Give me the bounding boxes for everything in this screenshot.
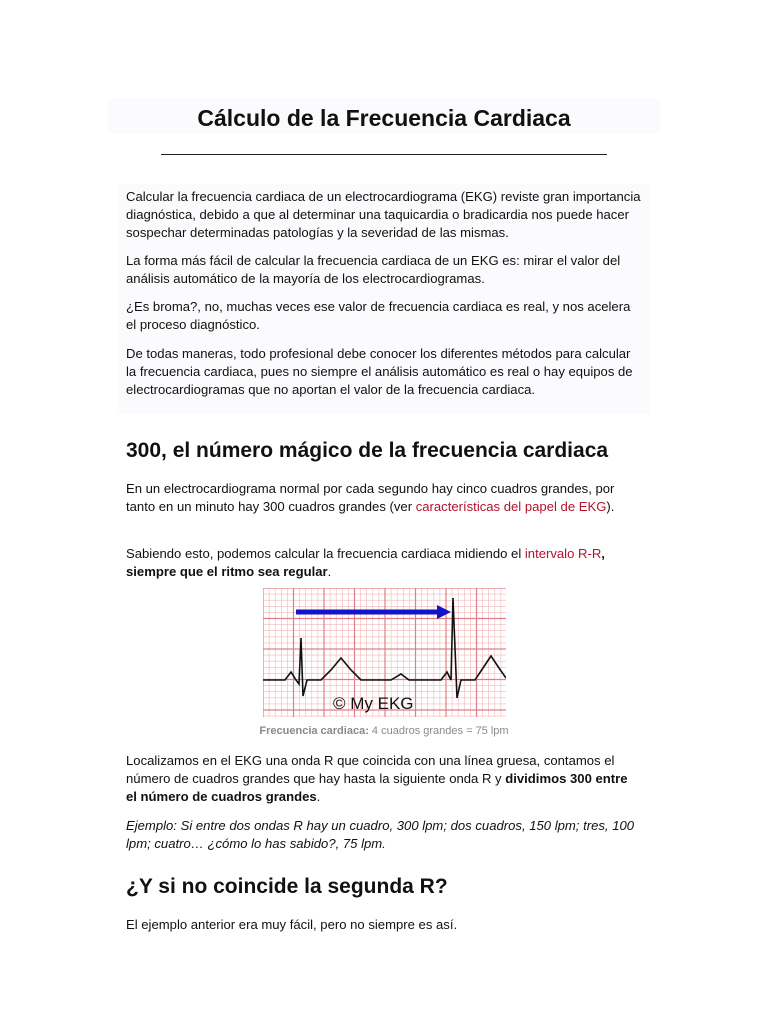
paragraph-cuadros	[126, 480, 642, 516]
paragraph-localizamos	[126, 752, 642, 806]
bold-text: dividimos 300 entre el número de cuadros grandes	[126, 771, 628, 804]
figure-caption	[0, 725, 768, 737]
paragraph-intervalo	[126, 545, 642, 581]
bold-text: , siempre que el ritmo sea regular	[126, 546, 605, 579]
caption-label: Frecuencia cardiaca:	[259, 725, 369, 737]
page-title: Cálculo de la Frecuencia Cardiaca	[197, 105, 571, 131]
link-caracteristicas-papel[interactable]: características del papel de EKG	[415, 499, 607, 514]
figure-watermark: © My EKG	[333, 694, 414, 713]
paragraph-ejemplo: Ejemplo: Si entre dos ondas R hay un cuadro, 300 lpm; dos cuadros, 150 lpm; tres, 100 lpm; cuatro… ¿cómo lo has sabido?, 75 lpm.	[126, 818, 635, 851]
ekg-strip-icon	[263, 588, 506, 717]
intro-paragraph-2: La forma más fácil de calcular la frecuencia cardiaca de un EKG es: mirar el valor del análisis automático de la mayoría de los electrocardiogramas.	[126, 253, 621, 286]
caption-text: 4 cuadros grandes = 75 lpm	[368, 725, 509, 737]
paragraph-text: .	[316, 789, 321, 804]
intro-paragraph-1: Calcular la frecuencia cardiaca de un electrocardiograma (EKG) reviste gran importancia diagnóstica, debido a que al determinar una taquicardia o bradicardia nos puede hacer sospechar determinadas patologías y la severidad de las mismas.	[126, 189, 641, 240]
intro-paragraph-3: ¿Es broma?, no, muchas veces ese valor de frecuencia cardiaca es real, y nos acelera el proceso diagnóstico.	[126, 299, 631, 332]
section-heading-300: 300, el número mágico de la frecuencia cardiaca	[126, 439, 609, 462]
section-heading-segunda-r: ¿Y si no coincide la segunda R?	[126, 875, 448, 898]
title-banner	[108, 98, 660, 134]
paragraph-text: Sabiendo esto, podemos calcular la frecuencia cardiaca midiendo el	[126, 546, 525, 561]
paragraph-text: Localizamos en el EKG una onda R que coincida con una línea gruesa, contamos el número de cuadros grandes que hay hasta la siguiente onda R y	[126, 753, 615, 786]
intro-paragraph-4: De todas maneras, todo profesional debe conocer los diferentes métodos para calcular la frecuencia cardiaca, pues no siempre el análisis automático es real o hay equipos de electrocardiogramas que no aportan el valor de la frecuencia cardiaca.	[126, 346, 633, 397]
paragraph-text: En un electrocardiograma normal por cada segundo hay cinco cuadros grandes, por tanto en un minuto hay 300 cuadros grandes (ver	[126, 481, 615, 514]
ekg-figure	[263, 588, 506, 717]
paragraph-ejemplo-anterior: El ejemplo anterior era muy fácil, pero no siempre es así.	[126, 917, 458, 932]
paragraph-text: ).	[606, 499, 615, 514]
link-intervalo-rr[interactable]: intervalo R-R	[524, 546, 602, 561]
paragraph-text: .	[327, 564, 332, 579]
title-divider	[161, 154, 607, 155]
